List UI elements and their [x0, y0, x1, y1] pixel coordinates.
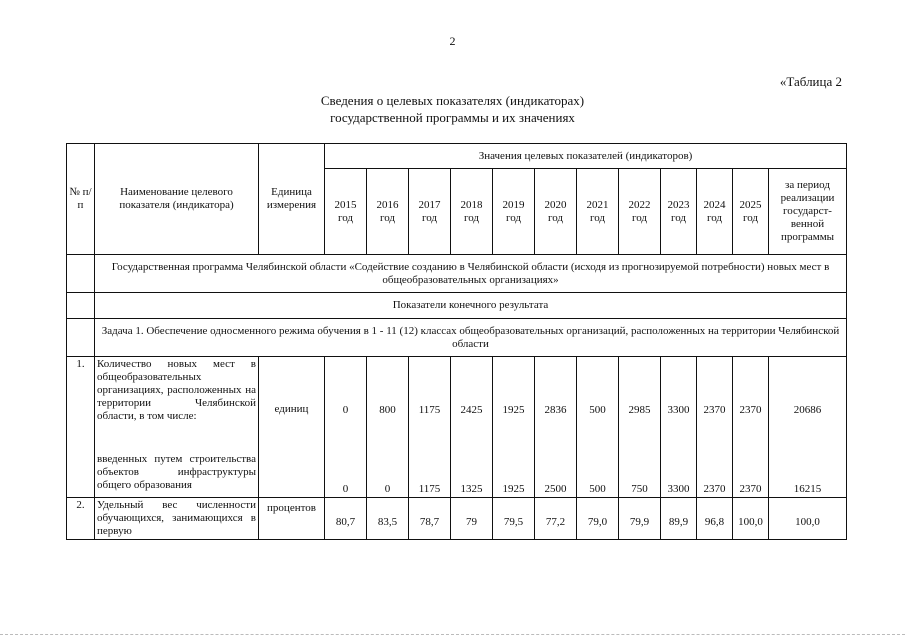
value-cell	[619, 357, 661, 498]
value-cell	[697, 357, 733, 498]
value: 1925	[502, 404, 525, 416]
section-row	[67, 293, 847, 319]
title-line-2: государственной программы и их значениях	[330, 110, 575, 125]
header-num: № п/п	[67, 144, 95, 255]
value-cell	[451, 357, 493, 498]
row-name	[95, 357, 259, 498]
sub-value: 2500	[544, 483, 567, 495]
header-year: 2020 год	[535, 169, 577, 255]
value: 0	[342, 404, 349, 416]
value: 100,0	[733, 498, 769, 540]
header-year: 2022 год	[619, 169, 661, 255]
sub-total-value: 16215	[793, 483, 822, 495]
header-total: за период реализации государст-венной программы	[769, 169, 847, 255]
total-cell	[769, 357, 847, 498]
header-year: 2024 год	[697, 169, 733, 255]
header-year: 2015 год	[325, 169, 367, 255]
document-title	[0, 92, 905, 126]
sub-value: 1925	[502, 483, 525, 495]
value: 96,8	[697, 498, 733, 540]
header-name: Наименование целевого показателя (индикатора)	[95, 144, 259, 255]
sub-indicator-name: введенных путем строительства объектов инфраструктуры общего образования	[97, 453, 256, 491]
value: 78,7	[409, 498, 451, 540]
header-row-1	[67, 144, 847, 169]
header-year: 2021 год	[577, 169, 619, 255]
row-num: 2.	[67, 498, 95, 540]
value-cell	[577, 357, 619, 498]
sub-value: 0	[384, 483, 391, 495]
value-cell	[661, 357, 697, 498]
table-row	[67, 498, 847, 540]
header-unit: Единица измерения	[259, 144, 325, 255]
value: 79,9	[619, 498, 661, 540]
value: 2370	[739, 404, 762, 416]
indicators-table	[66, 143, 847, 540]
value-cell	[325, 357, 367, 498]
value-cell	[493, 357, 535, 498]
task-row	[67, 319, 847, 357]
row-num: 1.	[67, 357, 95, 498]
value: 3300	[667, 404, 690, 416]
table-label: «Таблица 2	[779, 74, 842, 89]
sub-value: 1325	[460, 483, 483, 495]
header-year: 2025 год	[733, 169, 769, 255]
total-value: 100,0	[769, 498, 847, 540]
value-cell	[367, 357, 409, 498]
value: 79	[451, 498, 493, 540]
program-title: Государственная программа Челябинской области «Содействие созданию в Челябинской области (исходя из прогнозируемой потребности) новых мест в общеобразовательных организациях»	[95, 255, 847, 293]
table-row	[67, 357, 847, 498]
sub-value: 3300	[667, 483, 690, 495]
value: 77,2	[535, 498, 577, 540]
header-values-group: Значения целевых показателей (индикаторов)	[325, 144, 847, 169]
sub-value: 2370	[703, 483, 726, 495]
value-cell	[535, 357, 577, 498]
row-unit: процентов	[259, 498, 325, 540]
total-value: 20686	[793, 404, 822, 416]
value: 2985	[628, 404, 651, 416]
row-unit: единиц	[259, 357, 325, 498]
value: 2370	[703, 404, 726, 416]
sub-value: 500	[589, 483, 606, 495]
value-cell	[733, 357, 769, 498]
value: 1175	[418, 404, 441, 416]
value: 80,7	[325, 498, 367, 540]
value: 2425	[460, 404, 483, 416]
value: 79,5	[493, 498, 535, 540]
task-title: Задача 1. Обеспечение односменного режима обучения в 1 - 11 (12) классах общеобразовательных организаций, расположенных на территории Челябинской области	[95, 319, 847, 357]
sub-value: 1175	[418, 483, 441, 495]
page-number: 2	[449, 34, 456, 48]
header-year: 2023 год	[661, 169, 697, 255]
section-title: Показатели конечного результата	[95, 293, 847, 319]
value: 500	[589, 404, 606, 416]
value: 83,5	[367, 498, 409, 540]
header-year: 2016 год	[367, 169, 409, 255]
sub-value: 0	[342, 483, 349, 495]
value: 800	[379, 404, 396, 416]
header-year: 2018 год	[451, 169, 493, 255]
indicator-name: Количество новых мест в общеобразовательных организациях, расположенных на территории Челябинской области, в том числе:	[97, 358, 256, 422]
header-year: 2017 год	[409, 169, 451, 255]
value: 89,9	[661, 498, 697, 540]
header-year: 2019 год	[493, 169, 535, 255]
row-name: Удельный вес численности обучающихся, занимающихся в первую	[95, 498, 259, 540]
title-line-1: Сведения о целевых показателях (индикаторах)	[320, 93, 585, 108]
value: 2836	[544, 404, 567, 416]
sub-value: 750	[631, 483, 648, 495]
value: 79,0	[577, 498, 619, 540]
page-edge	[0, 634, 905, 635]
sub-value: 2370	[739, 483, 762, 495]
value-cell	[409, 357, 451, 498]
program-row	[67, 255, 847, 293]
